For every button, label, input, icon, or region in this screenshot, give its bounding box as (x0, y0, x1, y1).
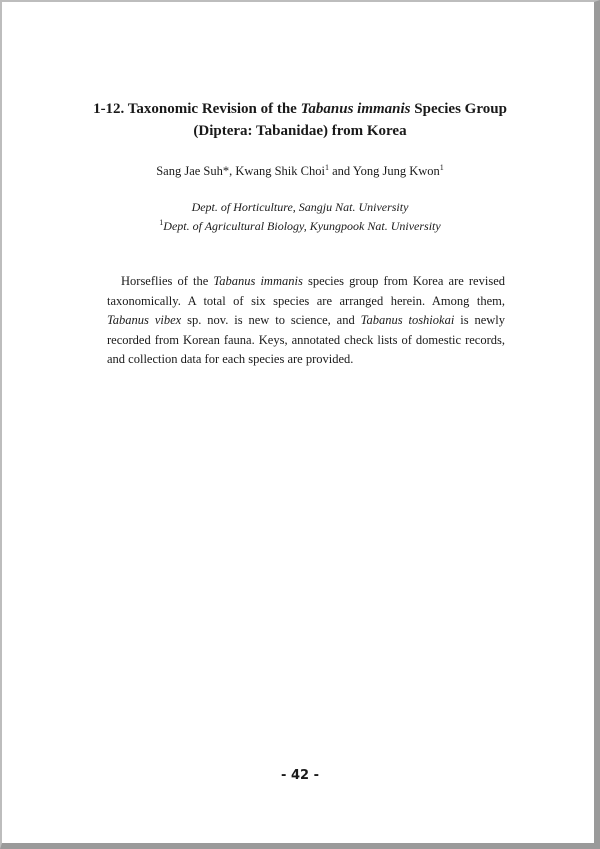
title-suffix: Species Group (414, 101, 507, 117)
paper-title-line-2: (Diptera: Tabanidae) from Korea (193, 123, 407, 139)
author-list (60, 162, 540, 180)
page-number: - 42 - (281, 768, 319, 783)
abstract-paragraph (107, 272, 505, 370)
paper-title-line-1 (60, 99, 540, 119)
title-prefix: Taxonomic Revision of the (127, 101, 297, 117)
author-2: Kwang Shik Choi (235, 164, 325, 178)
abstract-part-2: species group from Korea are revised taxonomically. A total of six species are arranged herein. Among them, (107, 274, 505, 308)
author-connector: and (332, 164, 351, 178)
affiliation-2 (60, 218, 540, 234)
abstract-part-4: is newly recorded from Korean fauna. Keys, annotated check lists of domestic records, and collection data for each species are provided. (107, 313, 506, 366)
author-3: Yong Jung Kwon (352, 164, 440, 178)
title-number: 1-12. (93, 101, 125, 117)
author-2-affiliation-mark: 1 (324, 162, 329, 172)
author-1: Sang Jae Suh*, (156, 164, 233, 178)
affiliation-2-mark: 1 (159, 218, 164, 227)
affiliation-1: Dept. of Horticulture, Sangju Nat. University (191, 200, 409, 214)
abstract-taxon-2: Tabanus vibex (107, 313, 182, 327)
abstract-part-1: Horseflies of the (121, 274, 209, 288)
title-taxon: Tabanus immanis (300, 101, 411, 117)
abstract-taxon-1: Tabanus immanis (213, 274, 303, 288)
abstract-part-3: sp. nov. is new to science, and (187, 313, 355, 327)
abstract-taxon-3: Tabanus toshiokai (360, 313, 455, 327)
author-3-affiliation-mark: 1 (439, 162, 444, 172)
affiliation-2-text: Dept. of Agricultural Biology, Kyungpook Nat. University (163, 219, 441, 233)
